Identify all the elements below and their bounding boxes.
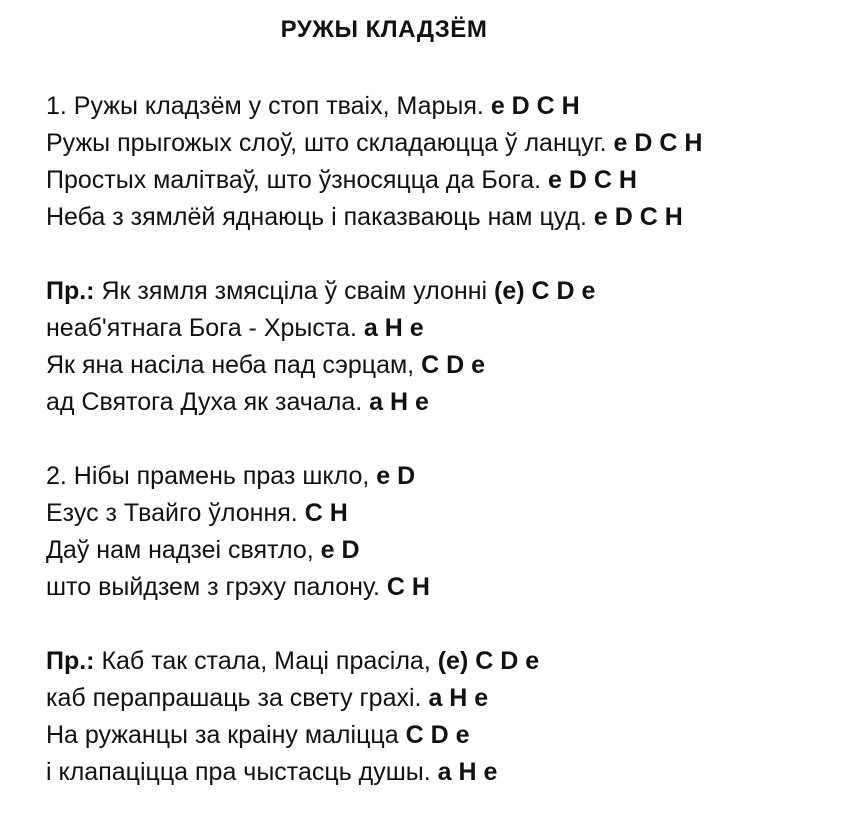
lyric-text: неаб'ятнага Бога - Хрыста.	[46, 314, 364, 342]
refrain-1	[46, 273, 702, 421]
lyric-line	[46, 273, 702, 310]
lyric-text: Даў нам надзеі святло,	[46, 536, 321, 564]
lyric-text: Неба з зямлёй яднаюць і паказваюць нам цуд.	[46, 203, 594, 231]
refrain-2	[46, 643, 702, 791]
chord-label: C H	[304, 499, 348, 527]
lyric-text: Простых малітваў, што ўзносяцца да Бога.	[46, 166, 549, 194]
lyric-text: каб перапрашаць за свету грахі.	[46, 684, 429, 712]
song-lyrics	[46, 88, 702, 828]
lyric-line	[46, 717, 702, 754]
lyric-line	[46, 754, 702, 791]
lyric-line	[46, 680, 702, 717]
lyric-line	[46, 310, 702, 347]
song-title: РУЖЫ КЛАДЗЁМ	[280, 16, 488, 43]
lyric-text: ад Святога Духа як зачала.	[46, 388, 370, 416]
lyric-line	[46, 347, 702, 384]
lyric-text: На ружанцы за краіну маліцца	[46, 721, 406, 749]
lyric-line	[46, 162, 702, 199]
chord-label: a H e	[437, 758, 498, 786]
lyric-line	[46, 199, 702, 236]
lyric-line	[46, 643, 702, 680]
lyric-line	[46, 125, 702, 162]
lyric-line	[46, 569, 702, 606]
lyric-text: Каб так стала, Маці прасіла,	[94, 647, 438, 675]
chord-label: e D C H	[548, 166, 637, 194]
lyric-line	[46, 495, 702, 532]
chord-label: e D C H	[593, 203, 683, 231]
chord-label: a H e	[428, 684, 489, 712]
verse-1	[46, 88, 702, 236]
refrain-marker: Пр.:	[46, 277, 95, 305]
lyric-text: Як зямля змясціла ў сваім улонні	[94, 277, 495, 305]
chord-label: e D	[320, 536, 360, 564]
lyric-text: што выйдзем з грэху палону.	[46, 573, 387, 601]
chord-label: (e) C D e	[437, 647, 540, 675]
chord-label: e D C H	[613, 129, 703, 157]
chord-label: e D C H	[490, 92, 580, 120]
lyric-text: Езус з Твайго ўлоння.	[46, 499, 305, 527]
chord-label: a H e	[369, 388, 429, 416]
refrain-marker: Пр.:	[46, 647, 95, 675]
lyric-text: Ружы прыгожых слоў, што складаюцца ў ланцуг.	[46, 129, 614, 157]
lyric-text: 1. Ружы кладзём у стоп тваіх, Марыя.	[46, 92, 491, 120]
lyric-text: і клапаціцца пра чыстасць душы.	[46, 758, 438, 786]
lyric-text: Як яна насіла неба пад сэрцам,	[46, 351, 422, 379]
lyric-line	[46, 458, 702, 495]
chord-label: e D	[376, 462, 416, 490]
chord-label: C D e	[421, 351, 485, 379]
chord-label: C D e	[405, 721, 470, 749]
chord-label: (e) C D e	[494, 277, 596, 305]
verse-2	[46, 458, 702, 606]
lyric-text: 2. Нібы прамень праз шкло,	[46, 462, 377, 490]
chord-label: C H	[386, 573, 430, 601]
lyric-line	[46, 88, 702, 125]
chord-label: a H e	[363, 314, 424, 342]
lyric-line	[46, 532, 702, 569]
lyric-line	[46, 384, 702, 421]
